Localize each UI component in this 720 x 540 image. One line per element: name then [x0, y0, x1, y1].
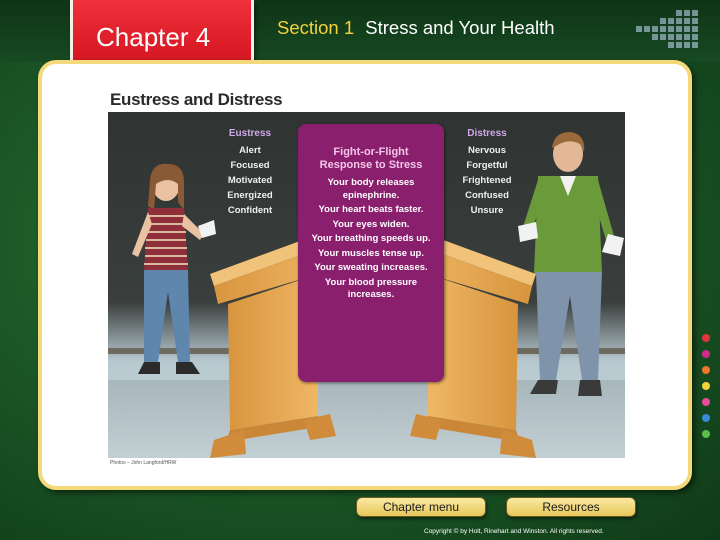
decorative-dot: [684, 42, 690, 48]
distress-heading: Distress: [467, 128, 507, 139]
distress-list: [452, 128, 522, 218]
distress-item: Nervous: [467, 145, 506, 156]
decorative-dot: [676, 18, 682, 24]
fight-or-flight-item: Your breathing speeds up.: [311, 233, 431, 244]
decorative-dot: [668, 18, 674, 24]
side-decorative-dot: [702, 430, 710, 438]
decorative-dot: [684, 34, 690, 40]
decorative-dot: [684, 18, 690, 24]
fight-or-flight-box: [298, 124, 444, 382]
section-heading: [277, 17, 555, 39]
decorative-dot: [684, 26, 690, 32]
side-decorative-dot: [702, 366, 710, 374]
chapter-menu-button[interactable]: Chapter menu: [356, 497, 486, 517]
distress-item: Forgetful: [466, 160, 508, 171]
section-title: Stress and Your Health: [365, 17, 555, 38]
fight-or-flight-title-line2: Response to Stress: [319, 159, 423, 171]
fight-or-flight-item: Your heart beats faster.: [318, 204, 424, 215]
distress-item: Unsure: [470, 205, 504, 216]
decorative-dot: [652, 34, 658, 40]
decorative-dot: [644, 26, 650, 32]
decorative-dot: [660, 26, 666, 32]
side-decorative-dot: [702, 382, 710, 390]
eustress-item: Focused: [230, 160, 270, 171]
side-decorative-dot: [702, 350, 710, 358]
eustress-item: Motivated: [227, 175, 273, 186]
decorative-dot: [692, 18, 698, 24]
side-decorative-dot: [702, 398, 710, 406]
copyright-text: Copyright © by Holt, Rinehart and Winston. All rights reserved.: [424, 528, 604, 535]
distress-item: Frightened: [462, 175, 512, 186]
decorative-dot: [684, 10, 690, 16]
decorative-dot: [676, 26, 682, 32]
decorative-dot: [676, 10, 682, 16]
decorative-dot: [652, 26, 658, 32]
eustress-heading: Eustress: [228, 128, 272, 139]
photo-credit: Photos – John Langford/HRW: [110, 460, 177, 466]
figure-title: Eustress and Distress: [110, 90, 283, 109]
distress-item: Confused: [465, 190, 509, 201]
fight-or-flight-item: Your sweating increases.: [314, 262, 428, 273]
fight-or-flight-item: Your eyes widen.: [332, 218, 410, 230]
decorative-dot: [676, 34, 682, 40]
resources-button[interactable]: Resources: [506, 497, 636, 517]
fight-or-flight-item: Your blood pressure increases.: [324, 276, 418, 300]
decorative-dot: [660, 18, 666, 24]
side-decorative-dot: [702, 414, 710, 422]
eustress-item: Alert: [239, 145, 261, 156]
fight-or-flight-item: Your muscles tense up.: [318, 247, 424, 259]
decorative-dot: [668, 34, 674, 40]
decorative-dot: [636, 26, 642, 32]
decorative-dot: [692, 26, 698, 32]
fight-or-flight-title: [298, 146, 444, 172]
fight-or-flight-item: Your body releases epinephrine.: [327, 177, 415, 201]
eustress-item: Energized: [227, 190, 273, 201]
decorative-dot: [692, 10, 698, 16]
decorative-dot: [692, 34, 698, 40]
decorative-dot: [676, 42, 682, 48]
eustress-item: Confident: [227, 205, 273, 216]
section-number: Section 1: [277, 17, 355, 38]
chapter-title: Chapter 4: [96, 22, 211, 52]
side-decorative-dot: [702, 334, 710, 342]
decorative-dot: [692, 42, 698, 48]
fight-or-flight-title-line1: Fight-or-Flight: [333, 146, 409, 158]
decorative-dot: [668, 42, 674, 48]
eustress-list: [215, 128, 285, 218]
decorative-dot: [660, 34, 666, 40]
decorative-dot: [668, 26, 674, 32]
